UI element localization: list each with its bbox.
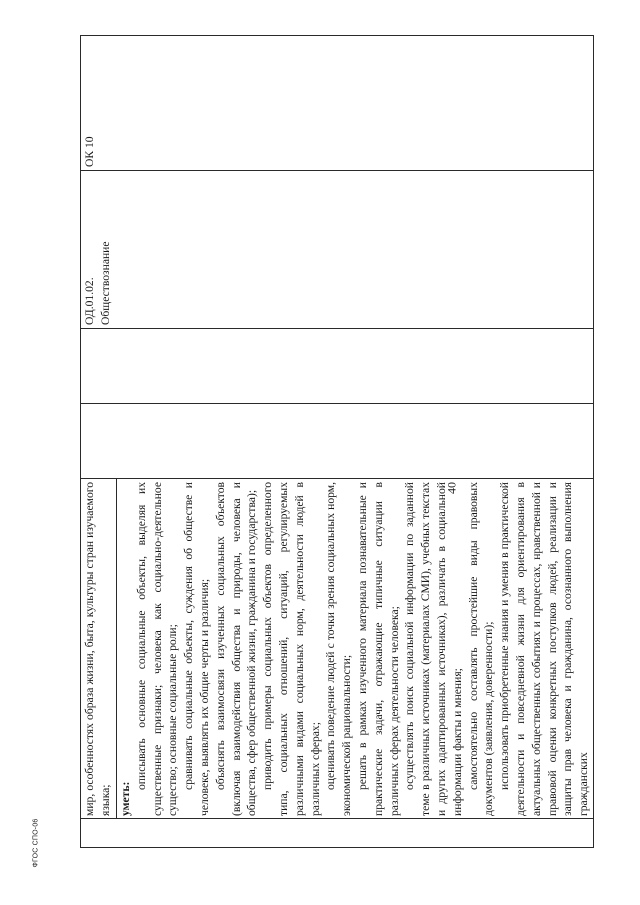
- discipline-cell: [81, 171, 594, 329]
- skill-item: описывать основные социальные объекты, выделяя их существенные признаки; человека как социально-деятельное существо; основные социальные роли;: [134, 482, 180, 816]
- table-row: [81, 36, 117, 848]
- skill-item: самостоятельно составлять простейшие виды правовых документов (заявления, доверенности);: [466, 482, 496, 816]
- empty-cell: [81, 404, 594, 479]
- skill-item: приводить примеры социальных объектов определенного типа, социальных отношений, ситуаций, регулируемых различными видами социальных норм, деятельности людей в различных сферах;: [261, 482, 322, 816]
- discipline-code: ОД.01.02.: [83, 277, 96, 325]
- page-number: 40: [444, 482, 459, 494]
- skill-item: сравнивать социальные объекты, суждения об обществе и человеке, выявлять их общие черты и различия;: [182, 482, 211, 816]
- skill-item: решать в рамках изученного материала познавательные и практические задачи, отражающие типичные ситуации в различных сферах деятельности человека;: [355, 482, 401, 816]
- skill-item: использовать приобретенные знания и умения в практической деятельности и повседневной жизни для ориентирования в актуальных общественных событиях и процессах, нравственной и правовой оценки конкретных поступков людей, реализации и защиты прав человека и гражданина, осознанного выполнения гражданских: [498, 482, 591, 816]
- competence-table: [80, 35, 594, 848]
- skills-cell: [117, 479, 594, 819]
- table-sheet: [80, 36, 591, 848]
- competence-cell: ОК 10: [81, 36, 594, 171]
- empty-cell: [81, 329, 594, 404]
- skill-item: осуществлять поиск социальной информации по заданной теме в различных источниках (материалах СМИ), учебных текстах и других адаптированных источниках), различать в социальной информации факты и мнения;: [403, 482, 464, 816]
- knowledge-cell-continued: мир, особенностях образа жизни, быта, культуры стран изучаемого языка;: [81, 479, 117, 819]
- footer-standard-code: ФГОС СПО-06: [32, 818, 40, 868]
- skill-item: объяснять взаимосвязи изученных социальных объектов (включая взаимодействия общества и природы, человека и общества, сфер общественной жизни, гражданина и государства);: [213, 482, 259, 816]
- skill-item: оценивать поведение людей с точки зрения социальных норм, экономической рациональности;: [324, 482, 354, 816]
- rotated-table-container: [80, 36, 591, 848]
- discipline-name: Обществознание: [98, 241, 112, 325]
- row-number-cell: [81, 819, 594, 848]
- skills-heading: уметь:: [119, 781, 132, 816]
